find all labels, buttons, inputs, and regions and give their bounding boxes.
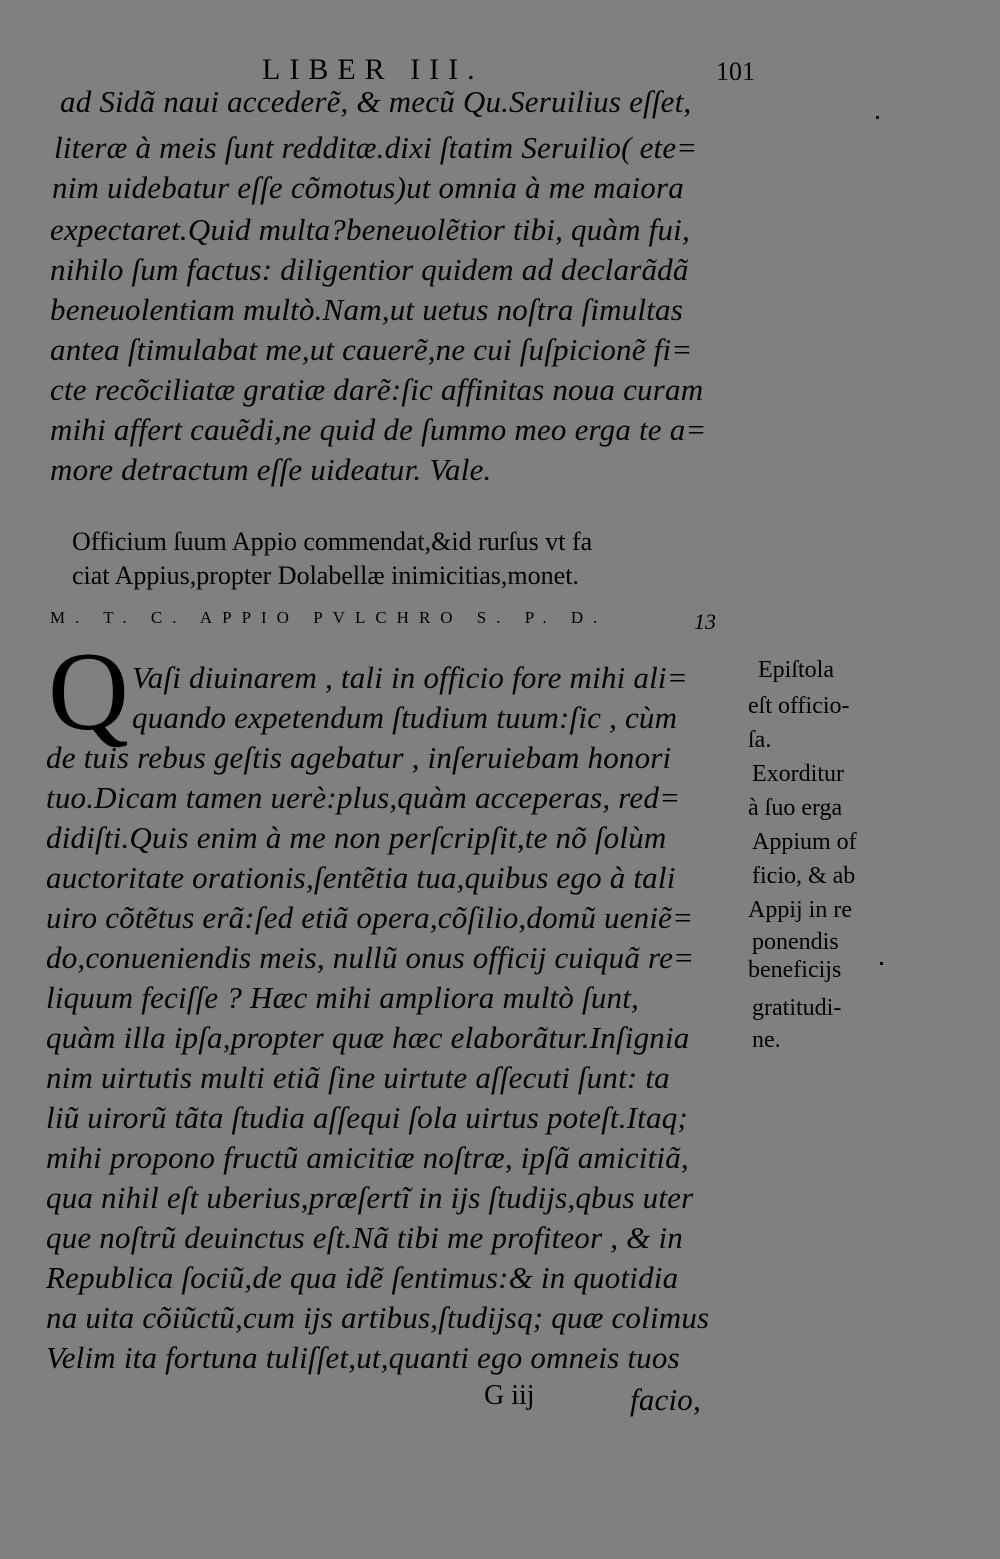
- page-number: 101: [716, 57, 755, 86]
- margin-note-line: à ſuo erga: [748, 795, 843, 821]
- text-line: Velim ita fortuna tuliſſet,ut,quanti ego omneis tuos: [46, 1340, 680, 1375]
- margin-note-line: ſa.: [748, 727, 772, 753]
- margin-note-line: ponendis: [752, 929, 839, 955]
- text-line: liquum feciſſe ? Hæc mihi ampliora multò ſunt,: [46, 980, 639, 1015]
- text-line: tuo.Dicam tamen uerè:plus,quàm acceperas, red=: [46, 780, 681, 815]
- margin-note-line: Epiſtola: [758, 657, 834, 683]
- catchword: facio,: [630, 1382, 701, 1417]
- summary-line: ciat Appius,propter Dolabellæ inimicitias,monet.: [72, 561, 579, 590]
- summary-line: Officium ſuum Appio commendat,&id rurſus vt fa: [72, 527, 593, 556]
- drop-capital: Q: [48, 630, 129, 754]
- margin-note-line: ficio, & ab: [752, 863, 856, 889]
- letter-number: 13: [694, 609, 716, 634]
- text-line: de tuis rebus geſtis agebatur , inſeruiebam honori: [46, 740, 672, 775]
- print-speck: [880, 962, 883, 965]
- text-line: que noſtrũ deuinctus eſt.Nã tibi me profiteor , & in: [46, 1220, 683, 1255]
- text-line: mihi affert cauẽdi,ne quid de ſummo meo erga te a=: [50, 412, 707, 447]
- text-line: antea ſtimulabat me,ut cauerẽ,ne cui ſuſpicionẽ fi=: [50, 332, 693, 367]
- margin-note-line: gratitudi-: [752, 995, 842, 1021]
- text-line: uiro cõtẽtus erã:ſed etiã opera,cõſilio,domũ ueniẽ=: [46, 900, 694, 935]
- margin-note-line: beneficijs: [748, 957, 842, 983]
- letter-address: M. T. C. APPIO PVLCHRO S. P. D.: [50, 608, 608, 627]
- text-line: cte recõciliatæ gratiæ darẽ:ſic affinitas noua curam: [50, 372, 704, 407]
- margin-note-line: Exorditur: [752, 761, 844, 787]
- text-line: quando expetendum ſtudium tuum:ſic , cùm: [132, 700, 678, 735]
- text-line: auctoritate orationis,ſentẽtia tua,quibus ego à tali: [46, 860, 676, 895]
- text-line: mihi propono fructũ amicitiæ noſtræ, ipſã amicitiã,: [46, 1140, 689, 1175]
- text-line: expectaret.Quid multa?beneuolẽtior tibi, quàm fui,: [50, 212, 690, 247]
- text-line: Republica ſociũ,de qua idẽ ſentimus:& in quotidia: [46, 1260, 679, 1295]
- text-line: quàm illa ipſa,propter quæ hæc elaborãtur.Inſignia: [46, 1020, 690, 1055]
- signature-mark: G iij: [484, 1380, 535, 1411]
- text-line: ad Sidã naui accederẽ, & mecũ Qu.Seruilius eſſet,: [60, 84, 692, 119]
- text-line: qua nihil eſt uberius,præſertĩ in ijs ſtudijs,qbus uter: [46, 1180, 694, 1215]
- margin-note-line: eſt officio-: [748, 693, 850, 719]
- text-line: literæ à meis ſunt redditæ.dixi ſtatim Seruilio( ete=: [54, 130, 698, 165]
- text-line: didiſti.Quis enim à me non perſcripſit,te nõ ſolùm: [46, 820, 667, 855]
- running-title: LIBER III.: [262, 53, 484, 86]
- margin-note-line: ne.: [752, 1027, 781, 1053]
- print-speck: [876, 116, 879, 119]
- margin-note-line: Appium of: [752, 829, 857, 855]
- text-line: beneuolentiam multò.Nam,ut uetus noſtra ſimultas: [50, 292, 684, 327]
- text-line: nim uidebatur eſſe cõmotus)ut omnia à me maiora: [52, 170, 684, 205]
- text-line: nim uirtutis multi etiã ſine uirtute aſſecuti ſunt: ta: [46, 1060, 670, 1095]
- text-line: do,conueniendis meis, nullũ onus officij cuiquã re=: [46, 940, 695, 975]
- text-line: Vaſi diuinarem , tali in officio fore mihi ali=: [132, 660, 688, 695]
- text-line: na uita cõiũctũ,cum ijs artibus,ſtudijsq; quæ colimus: [46, 1300, 710, 1335]
- text-line: liũ uirorũ tãta ſtudia aſſequi ſola uirtus poteſt.Itaq;: [46, 1100, 688, 1135]
- margin-note-line: Appij in re: [748, 897, 852, 923]
- text-line: more detractum eſſe uideatur. Vale.: [50, 452, 492, 487]
- text-line: nihilo ſum factus: diligentior quidem ad declarãdã: [50, 252, 689, 287]
